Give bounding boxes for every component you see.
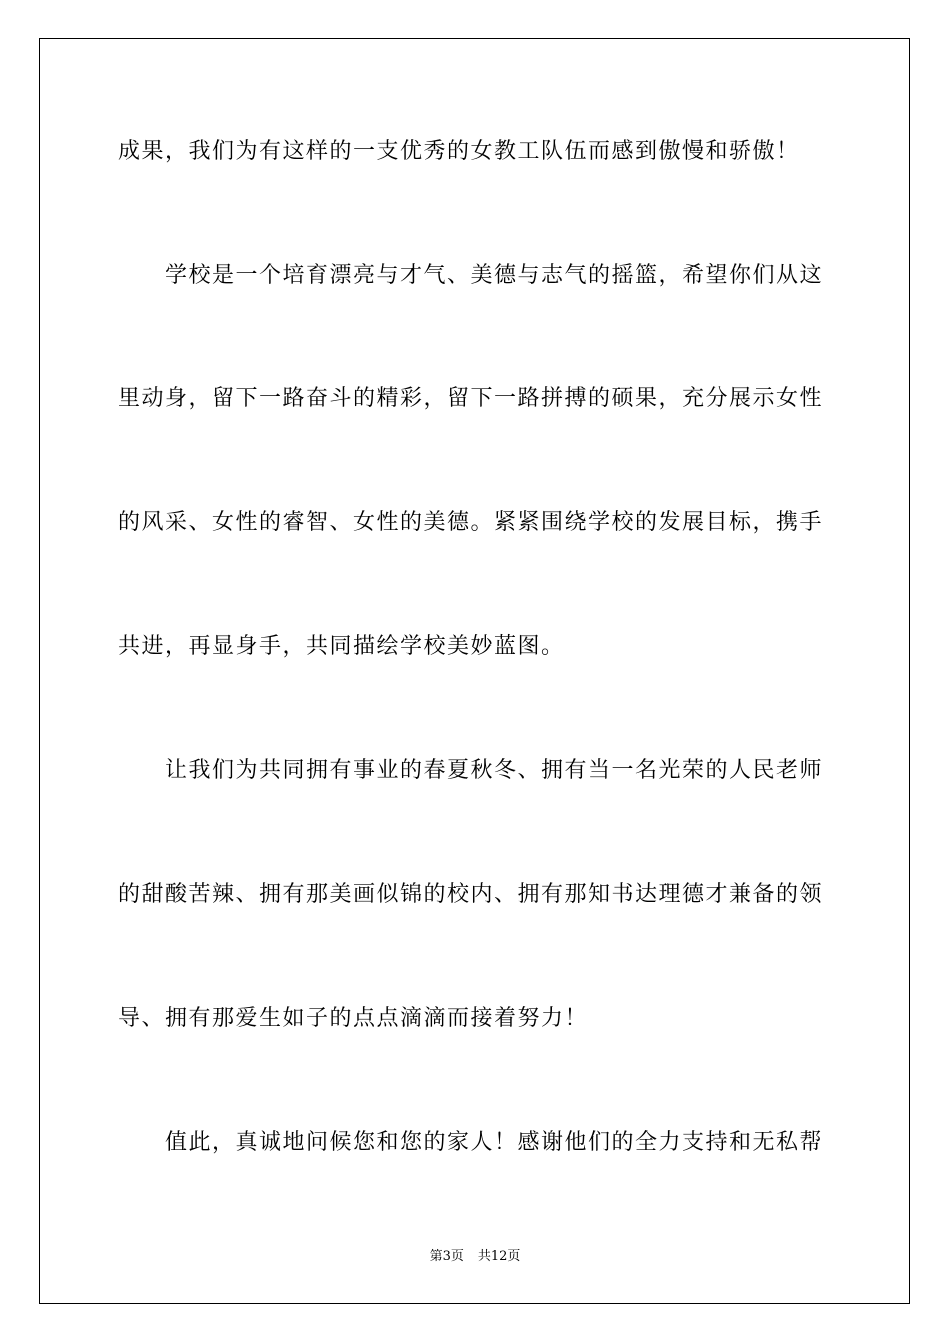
page-number: 第3页 (429, 1249, 464, 1264)
body-text-line: 里动身，留下一路奋斗的精彩，留下一路拼搏的硕果，充分展示女性 (118, 386, 824, 411)
body-text-line: 的风采、女性的睿智、女性的美德。紧紧围绕学校的发展目标，携手 (118, 510, 824, 535)
paragraph-first-line: 值此，真诚地问候您和您的家人！感谢他们的全力支持和无私帮 (165, 1130, 824, 1155)
body-text-line: 的甜酸苦辣、拥有那美画似锦的校内、拥有那知书达理德才兼备的领 (118, 882, 824, 907)
page-total: 共12页 (477, 1249, 521, 1264)
paragraph-first-line: 让我们为共同拥有事业的春夏秋冬、拥有当一名光荣的人民老师 (165, 758, 824, 783)
page-footer (0, 1248, 950, 1266)
page-frame (39, 38, 910, 1304)
body-text-line: 共进，再显身手，共同描绘学校美妙蓝图。 (118, 634, 565, 659)
paragraph-first-line: 学校是一个培育漂亮与才气、美德与志气的摇篮，希望你们从这 (165, 263, 824, 288)
body-text-line: 成果，我们为有这样的一支优秀的女教工队伍而感到傲慢和骄傲！ (118, 139, 800, 164)
body-text-line: 导、拥有那爱生如子的点点滴滴而接着努力！ (118, 1006, 589, 1031)
